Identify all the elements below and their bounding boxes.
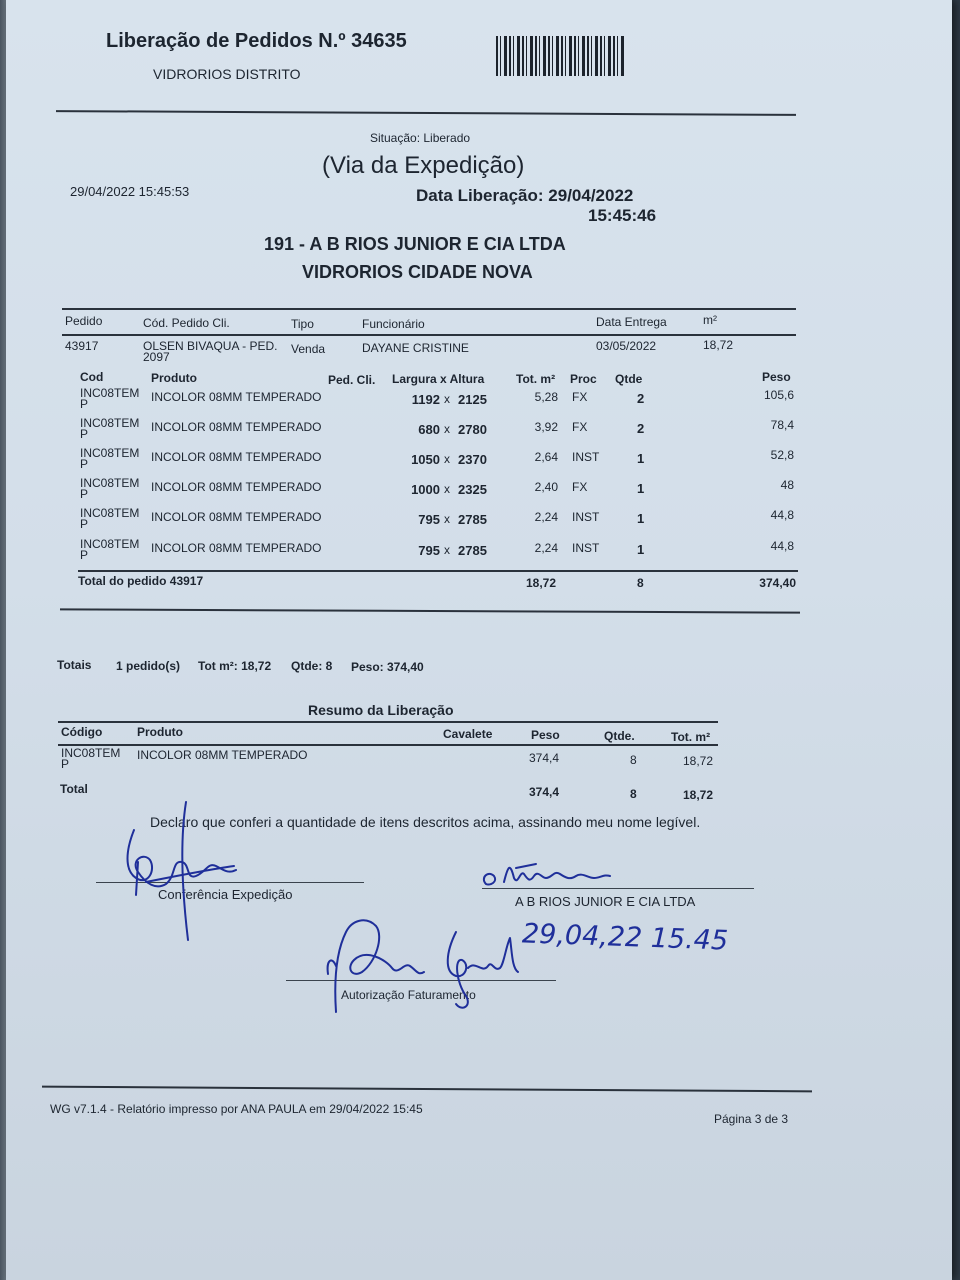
item-cod-line2: P bbox=[80, 517, 89, 531]
item-altura: 2780 bbox=[458, 422, 487, 437]
item-tot-m2: 5,28 bbox=[534, 390, 558, 404]
order-header-rule bbox=[62, 334, 796, 336]
item-cod-line2: P bbox=[80, 487, 89, 501]
resumo-total-qtde: 8 bbox=[630, 787, 637, 801]
order-top-rule bbox=[62, 308, 796, 310]
item-cod bbox=[80, 508, 139, 530]
item-qtde: 2 bbox=[637, 391, 645, 406]
items-col-tot-m2: Tot. m² bbox=[516, 372, 556, 386]
item-altura: 2370 bbox=[458, 452, 487, 467]
conferencia-signature bbox=[116, 800, 256, 950]
item-cod-line2: P bbox=[80, 548, 89, 562]
item-peso: 48 bbox=[780, 478, 794, 492]
client-name: 191 - A B RIOS JUNIOR E CIA LTDA bbox=[264, 234, 566, 254]
items-col-peso: Peso bbox=[762, 370, 791, 384]
item-peso: 52,8 bbox=[770, 448, 794, 462]
company-signature bbox=[476, 856, 616, 892]
order-total-rule bbox=[78, 570, 798, 572]
item-cod-line1: INC08TEM bbox=[80, 446, 140, 460]
items-col-qtde: Qtde bbox=[615, 372, 643, 386]
resumo-col-qtde: Qtde. bbox=[604, 729, 635, 743]
resumo-top-rule bbox=[58, 721, 718, 723]
resumo-total-tot-m2: 18,72 bbox=[683, 788, 714, 802]
item-cod bbox=[80, 388, 139, 410]
order-total-label: Total do pedido 43917 bbox=[78, 574, 204, 588]
resumo-total-label: Total bbox=[60, 782, 88, 796]
resumo-header-rule bbox=[58, 744, 718, 746]
totais-qtde: Qtde: 8 bbox=[291, 659, 333, 673]
item-altura: 2125 bbox=[458, 392, 487, 407]
totais-pedidos: 1 pedido(s) bbox=[116, 659, 181, 673]
company-name: VIDRORIOS DISTRITO bbox=[153, 66, 301, 82]
item-produto: INCOLOR 08MM TEMPERADO bbox=[151, 390, 322, 404]
resumo-row-produto: INCOLOR 08MM TEMPERADO bbox=[137, 748, 308, 762]
company-sign-label: A B RIOS JUNIOR E CIA LTDA bbox=[515, 894, 696, 909]
item-tot-m2: 2,64 bbox=[534, 450, 558, 464]
col-data-entrega: Data Entrega bbox=[596, 315, 667, 329]
item-produto: INCOLOR 08MM TEMPERADO bbox=[151, 510, 322, 524]
item-qtde: 2 bbox=[637, 421, 645, 436]
item-cod bbox=[80, 478, 139, 500]
resumo-row-tot-m2: 18,72 bbox=[683, 754, 714, 768]
items-col-largura-altura bbox=[392, 372, 484, 386]
col-cod-pedido-cli: Cód. Pedido Cli. bbox=[143, 316, 230, 330]
col-pedido: Pedido bbox=[65, 314, 103, 328]
item-peso: 44,8 bbox=[770, 539, 794, 553]
item-cod-line2: P bbox=[80, 397, 89, 411]
items-col-altura: Altura bbox=[449, 372, 485, 386]
order-data-entrega: 03/05/2022 bbox=[596, 339, 657, 353]
item-tot-m2: 2,40 bbox=[534, 480, 558, 494]
item-largura: 795 bbox=[418, 543, 440, 558]
item-peso: 78,4 bbox=[770, 418, 794, 432]
situacao-label: Situação: Liberado bbox=[370, 131, 471, 145]
totais-label: Totais bbox=[57, 658, 92, 672]
order-m2: 18,72 bbox=[703, 338, 734, 352]
data-liberacao-time: 15:45:46 bbox=[588, 206, 657, 225]
items-col-ped-cli: Ped. Cli. bbox=[328, 373, 376, 387]
item-peso: 44,8 bbox=[770, 508, 794, 522]
order-pedido: 43917 bbox=[65, 339, 99, 353]
resumo-row-qtde: 8 bbox=[630, 753, 637, 767]
items-col-x: x bbox=[440, 372, 447, 386]
item-tot-m2: 3,92 bbox=[534, 420, 558, 434]
order-total-m2: 18,72 bbox=[526, 576, 557, 590]
items-col-proc: Proc bbox=[570, 372, 597, 386]
item-qtde: 1 bbox=[637, 451, 645, 466]
item-x: x bbox=[444, 543, 450, 557]
item-qtde: 1 bbox=[637, 511, 645, 526]
item-tot-m2: 2,24 bbox=[534, 541, 558, 555]
via-label: (Via da Expedição) bbox=[322, 152, 525, 179]
item-proc: INST bbox=[572, 541, 600, 555]
item-largura: 680 bbox=[418, 422, 440, 437]
document-title: Liberação de Pedidos N.º 34635 bbox=[106, 30, 407, 52]
header-rule bbox=[56, 110, 796, 116]
document-page bbox=[6, 0, 952, 1280]
totais-peso: Peso: 374,40 bbox=[351, 660, 424, 674]
conferencia-label: Conferência Expedição bbox=[158, 887, 293, 902]
order-cod-line2: 2097 bbox=[143, 350, 170, 364]
order-cod-line1: OLSEN BIVAQUA - PED. bbox=[143, 339, 278, 353]
resumo-title: Resumo da Liberação bbox=[308, 702, 454, 718]
item-proc: FX bbox=[572, 480, 588, 494]
autorizacao-label: Autorização Faturamento bbox=[341, 988, 476, 1002]
item-cod-line1: INC08TEM bbox=[80, 537, 140, 551]
item-largura: 1192 bbox=[411, 392, 440, 407]
data-liberacao-date: 29/04/2022 bbox=[548, 186, 634, 205]
items-col-largura: Largura bbox=[392, 372, 437, 386]
item-altura: 2325 bbox=[458, 482, 487, 497]
resumo-row-codigo-line1: INC08TEM bbox=[61, 746, 121, 760]
resumo-col-tot-m2: Tot. m² bbox=[671, 730, 711, 744]
declaration-text: Declaro que conferi a quantidade de itens descritos acima, assinando meu nome legível. bbox=[150, 814, 701, 830]
col-funcionario: Funcionário bbox=[362, 317, 425, 331]
item-proc: FX bbox=[572, 420, 588, 434]
items-col-cod: Cod bbox=[80, 370, 104, 384]
barcode bbox=[496, 36, 624, 76]
item-cod-line1: INC08TEM bbox=[80, 416, 140, 430]
item-proc: INST bbox=[572, 450, 600, 464]
client-store: VIDRORIOS CIDADE NOVA bbox=[302, 262, 533, 282]
item-x: x bbox=[444, 452, 450, 466]
item-proc: FX bbox=[572, 390, 588, 404]
col-tipo: Tipo bbox=[291, 317, 314, 331]
order-bottom-rule bbox=[60, 608, 800, 613]
item-largura: 795 bbox=[418, 512, 440, 527]
item-x: x bbox=[444, 392, 450, 406]
item-produto: INCOLOR 08MM TEMPERADO bbox=[151, 420, 322, 434]
item-proc: INST bbox=[572, 510, 600, 524]
items-col-produto: Produto bbox=[151, 371, 197, 385]
item-altura: 2785 bbox=[458, 543, 487, 558]
footer-printed-by: WG v7.1.4 - Relatório impresso por ANA PAULA em 29/04/2022 15:45 bbox=[50, 1102, 423, 1116]
resumo-col-peso: Peso bbox=[531, 728, 560, 742]
order-cod-pedido-cli bbox=[143, 341, 288, 363]
item-cod-line1: INC08TEM bbox=[80, 506, 140, 520]
resumo-total-peso: 374,4 bbox=[529, 785, 560, 799]
footer-rule bbox=[42, 1086, 812, 1093]
item-cod bbox=[80, 418, 139, 440]
resumo-col-produto: Produto bbox=[137, 725, 183, 739]
item-cod-line2: P bbox=[80, 427, 89, 441]
item-altura: 2785 bbox=[458, 512, 487, 527]
item-qtde: 1 bbox=[637, 542, 645, 557]
item-x: x bbox=[444, 482, 450, 496]
order-tipo: Venda bbox=[291, 342, 326, 356]
item-produto: INCOLOR 08MM TEMPERADO bbox=[151, 450, 322, 464]
resumo-col-codigo: Código bbox=[61, 725, 103, 739]
item-cod-line1: INC08TEM bbox=[80, 386, 140, 400]
item-tot-m2: 2,24 bbox=[534, 510, 558, 524]
resumo-row-codigo bbox=[61, 748, 120, 770]
handwritten-date: 29,04,22 15.45 bbox=[521, 918, 729, 957]
item-produto: INCOLOR 08MM TEMPERADO bbox=[151, 541, 322, 555]
data-liberacao-label: Data Liberação: bbox=[416, 186, 544, 205]
item-qtde: 1 bbox=[637, 481, 645, 496]
printed-timestamp: 29/04/2022 15:45:53 bbox=[70, 184, 190, 199]
autorizacao-signature bbox=[306, 912, 526, 1022]
resumo-col-cavalete: Cavalete bbox=[443, 727, 493, 741]
data-liberacao bbox=[416, 186, 633, 206]
item-x: x bbox=[444, 512, 450, 526]
footer-page-number: Página 3 de 3 bbox=[714, 1112, 789, 1126]
order-total-qtde: 8 bbox=[637, 576, 644, 590]
resumo-row-peso: 374,4 bbox=[529, 751, 560, 765]
order-funcionario: DAYANE CRISTINE bbox=[362, 341, 469, 355]
order-total-peso: 374,40 bbox=[759, 576, 796, 590]
item-cod bbox=[80, 448, 139, 470]
item-produto: INCOLOR 08MM TEMPERADO bbox=[151, 480, 322, 494]
resumo-row-codigo-line2: P bbox=[61, 757, 70, 771]
item-peso: 105,6 bbox=[763, 388, 794, 402]
totais-m2: Tot m²: 18,72 bbox=[198, 659, 272, 673]
item-cod-line2: P bbox=[80, 457, 89, 471]
item-cod-line1: INC08TEM bbox=[80, 476, 140, 490]
col-m2: m² bbox=[703, 313, 717, 327]
item-x: x bbox=[444, 422, 450, 436]
item-cod bbox=[80, 539, 139, 561]
item-largura: 1000 bbox=[411, 482, 440, 497]
item-largura: 1050 bbox=[411, 452, 440, 467]
